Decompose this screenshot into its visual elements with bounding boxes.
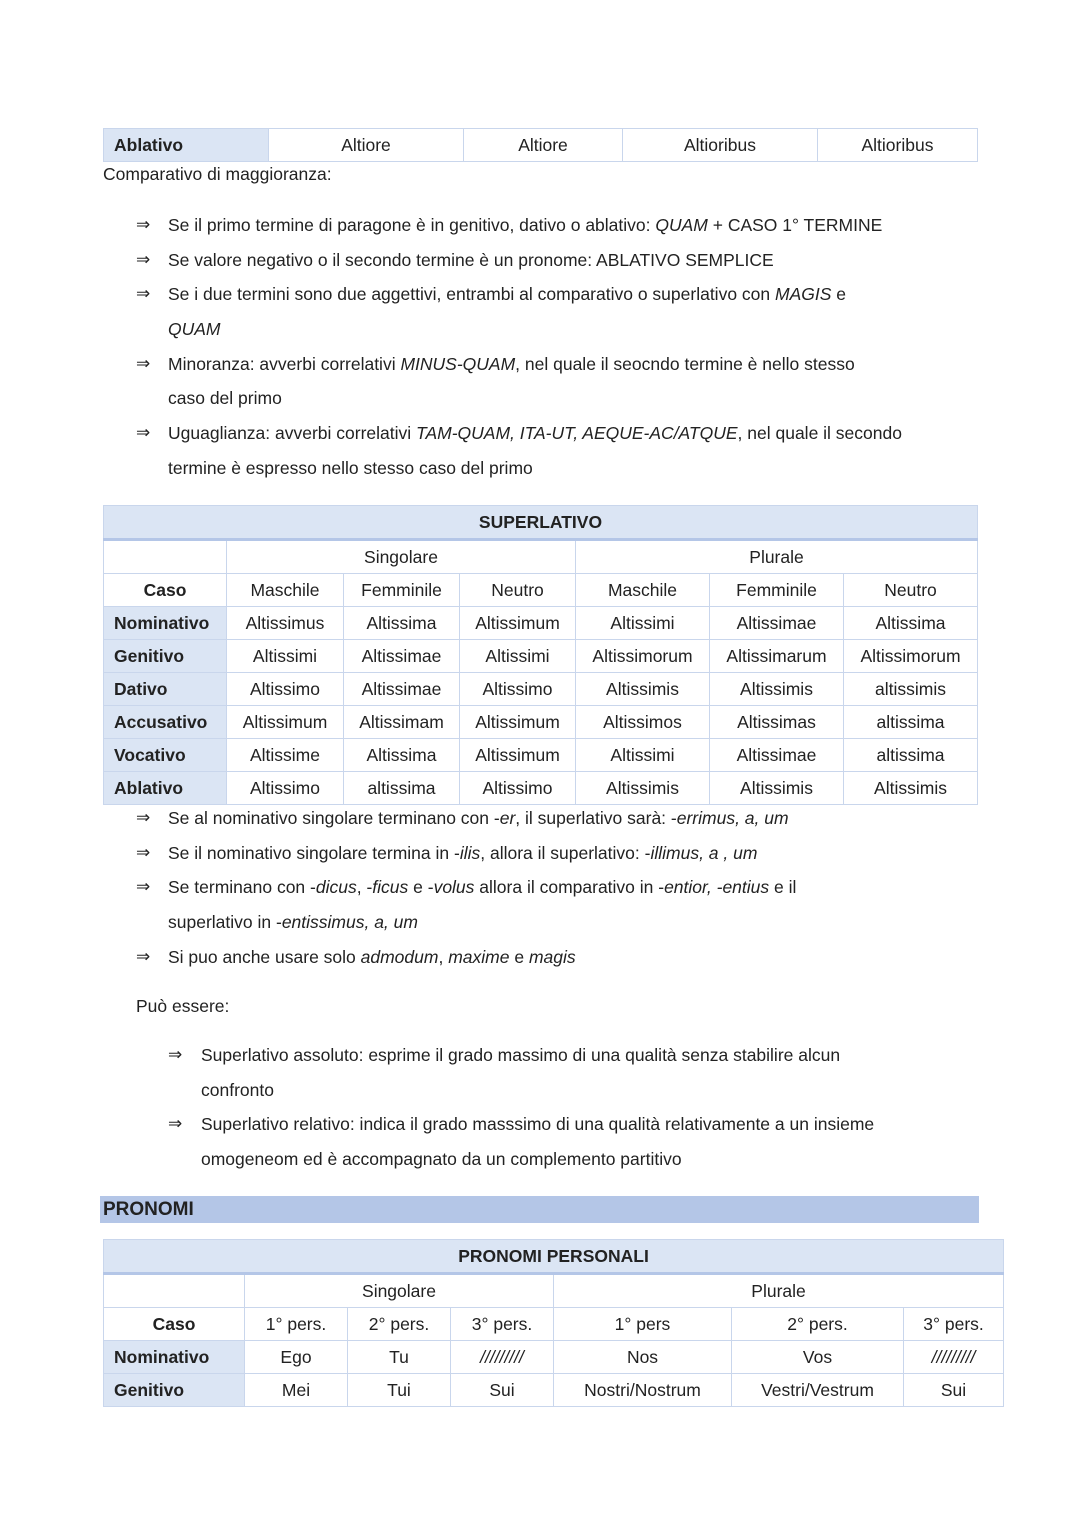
empty-cell: [104, 1274, 245, 1308]
table-cell: Vos: [732, 1341, 904, 1374]
table-cell: Ego: [245, 1341, 348, 1374]
text-segment: + CASO 1° TERMINE: [707, 215, 883, 235]
comparativo-title: Comparativo di maggioranza:: [103, 164, 332, 184]
column-header: Maschile: [227, 574, 344, 607]
table-cell: Tui: [348, 1374, 451, 1407]
text-segment: Se il nominativo singolare termina in -: [168, 842, 460, 863]
superlativo-table: [103, 505, 978, 805]
bullet-line: [136, 208, 996, 243]
bullet-text: [201, 1142, 682, 1177]
bullet-line: [136, 243, 996, 278]
table-cell: altissima: [844, 739, 978, 772]
table-cell: Altissimum: [227, 706, 344, 739]
text-segment: Se al nominativo singolare terminano con -: [168, 808, 500, 828]
text-segment: ,: [438, 946, 449, 967]
table-cell: Altissimi: [576, 739, 710, 772]
text-segment: confronto: [201, 1079, 274, 1100]
table-cell: Altissimis: [844, 772, 978, 805]
bullet-line: [136, 940, 996, 975]
italic-term: dicus: [315, 877, 357, 898]
column-header: Neutro: [460, 574, 576, 607]
text-segment: e: [831, 284, 847, 305]
table-row: [104, 739, 978, 772]
table-cell: Altissimus: [227, 607, 344, 640]
table-cell: altissima: [344, 772, 460, 805]
italic-term: QUAM: [168, 319, 221, 340]
table-cell: Altissimo: [227, 772, 344, 805]
bullet-line: [136, 347, 996, 382]
bullet-line: [136, 870, 996, 905]
column-header: 2° pers.: [732, 1308, 904, 1341]
bullet-line: [136, 836, 996, 871]
section-heading-pronomi: PRONOMI: [100, 1196, 979, 1223]
text-segment: , il superlativo sarà: -: [515, 808, 677, 828]
table-cell: Altioribus: [623, 129, 818, 162]
table-cell: Altissimam: [344, 706, 460, 739]
table-cell: Altissima: [344, 739, 460, 772]
table-title: PRONOMI PERSONALI: [104, 1240, 1004, 1274]
case-label: Ablativo: [104, 772, 227, 805]
case-label: Genitivo: [104, 1374, 245, 1407]
table-cell: Altissima: [344, 607, 460, 640]
superlativo-bullet-list: [136, 801, 996, 974]
table-row: [104, 706, 978, 739]
arrow-icon: ⇒: [136, 877, 151, 897]
text-segment: Se terminano con -: [168, 877, 316, 898]
table-cell: Altissime: [227, 739, 344, 772]
bullet-text: [168, 277, 846, 312]
text-segment: Minoranza: avverbi correlativi: [168, 353, 401, 374]
table-cell: Altiore: [269, 129, 464, 162]
arrow-icon: ⇒: [136, 353, 151, 373]
arrow-icon: ⇒: [136, 808, 151, 827]
italic-term: entissimus, a, um: [281, 912, 418, 933]
italic-term: admodum: [360, 946, 439, 967]
table-cell: /////////: [451, 1341, 554, 1374]
arrow-icon: ⇒: [136, 842, 151, 862]
bullet-text: [168, 243, 774, 278]
case-label: Accusativo: [104, 706, 227, 739]
column-header: Femminile: [710, 574, 844, 607]
table-cell: Altissimorum: [576, 640, 710, 673]
table-row: [104, 607, 978, 640]
text-segment: , nel quale il secondo: [737, 423, 902, 444]
bullet-line: [136, 451, 996, 486]
table-cell: Altissimo: [227, 673, 344, 706]
table-row: [104, 640, 978, 673]
text-segment: Superlativo assoluto: esprime il grado massimo di una qualità senza stabilire alcun: [201, 1045, 841, 1065]
column-header: Neutro: [844, 574, 978, 607]
table-row: [104, 1341, 1004, 1374]
column-header: Caso: [104, 1308, 245, 1341]
table-cell: Altissima: [844, 607, 978, 640]
text-segment: Se valore negativo o il secondo termine è un pronome: ABLATIVO SEMPLICE: [168, 249, 774, 270]
table-cell: Altissimi: [576, 607, 710, 640]
column-header-row: [104, 1308, 1004, 1341]
table-cell: Altissimo: [460, 673, 576, 706]
column-header: 1° pers: [554, 1308, 732, 1341]
bullet-text: [201, 1038, 840, 1073]
table-cell: Altioribus: [818, 129, 978, 162]
arrow-icon: ⇒: [136, 215, 151, 234]
table-cell: Altissimum: [460, 607, 576, 640]
table-cell: Altissimum: [460, 706, 576, 739]
text-segment: e il: [769, 877, 797, 898]
text-segment: , nel quale il seocndo termine è nello stesso: [515, 353, 855, 374]
arrow-icon: ⇒: [136, 946, 151, 966]
table-cell: Altissimorum: [844, 640, 978, 673]
case-label: Genitivo: [104, 640, 227, 673]
text-segment: caso del primo: [168, 388, 282, 409]
group-header-singolare: Singolare: [245, 1274, 554, 1308]
table-cell: Altissimis: [710, 772, 844, 805]
table-cell: Altissimas: [710, 706, 844, 739]
table-cell: Sui: [904, 1374, 1004, 1407]
italic-term: ilis: [459, 842, 481, 863]
bullet-text: [168, 416, 902, 451]
table-cell: altissima: [844, 706, 978, 739]
table-cell: Altissimum: [460, 739, 576, 772]
column-header: 3° pers.: [451, 1308, 554, 1341]
bullet-line: [168, 1038, 998, 1073]
text-segment: , allora il superlativo: -: [480, 842, 651, 863]
arrow-icon: ⇒: [136, 423, 151, 443]
table-cell: Altissimae: [710, 607, 844, 640]
comparativo-bullet-list: [136, 208, 996, 486]
text-segment: allora il comparativo in -: [474, 877, 665, 898]
bullet-line: [136, 416, 996, 451]
column-header: 2° pers.: [348, 1308, 451, 1341]
superlativo-types-list: [168, 1038, 998, 1177]
table-cell: Altissimae: [344, 640, 460, 673]
text-segment: Uguaglianza: avverbi correlativi: [168, 423, 417, 444]
column-header: Caso: [104, 574, 227, 607]
table-title: SUPERLATIVO: [104, 506, 978, 540]
column-header: Femminile: [344, 574, 460, 607]
pronomi-personali-table: [103, 1239, 1004, 1407]
italic-term: entior, -entius: [664, 877, 770, 898]
table-cell: Altissimi: [460, 640, 576, 673]
bullet-line: [136, 277, 996, 312]
case-label: Nominativo: [104, 1341, 245, 1374]
italic-term: MINUS-QUAM: [400, 353, 516, 374]
text-segment: e -: [408, 877, 434, 898]
table-cell: /////////: [904, 1341, 1004, 1374]
case-label: Ablativo: [104, 129, 269, 162]
table-row: [104, 673, 978, 706]
case-label: Vocativo: [104, 739, 227, 772]
italic-term: illimus, a , um: [650, 842, 758, 863]
bullet-text: [168, 870, 796, 905]
table-cell: Altissimae: [710, 739, 844, 772]
bullet-text: [168, 801, 789, 836]
bullet-text: [201, 1107, 874, 1142]
bullet-line: [136, 381, 996, 416]
table-row: [104, 1374, 1004, 1407]
table-cell: Vestri/Vestrum: [732, 1374, 904, 1407]
italic-term: er: [499, 808, 516, 828]
text-segment: termine è espresso nello stesso caso del primo: [168, 457, 533, 478]
text-segment: Si puo anche usare solo: [168, 946, 361, 967]
bullet-text: [168, 451, 533, 486]
comparativo-ablativo-table: [103, 128, 978, 162]
group-header-singolare: Singolare: [227, 540, 576, 574]
table-cell: Altissimae: [344, 673, 460, 706]
bullet-line: [168, 1142, 998, 1177]
case-label: Dativo: [104, 673, 227, 706]
bullet-line: [168, 1107, 998, 1142]
bullet-line: [168, 1073, 998, 1108]
table-cell: Altissimis: [576, 772, 710, 805]
column-header: 3° pers.: [904, 1308, 1004, 1341]
italic-term: TAM-QUAM, ITA-UT, AEQUE-AC/ATQUE: [416, 423, 738, 444]
italic-term: QUAM: [655, 215, 708, 235]
table-cell: Sui: [451, 1374, 554, 1407]
table-cell: Altissimis: [576, 673, 710, 706]
italic-term: MAGIS: [775, 284, 832, 305]
table-cell: Nos: [554, 1341, 732, 1374]
table-cell: Altissimos: [576, 706, 710, 739]
bullet-line: [136, 801, 996, 836]
text-segment: Se i due termini sono due aggettivi, entrambi al comparativo o superlativo con: [168, 284, 775, 305]
arrow-icon: ⇒: [168, 1114, 183, 1134]
bullet-line: [136, 905, 996, 940]
empty-cell: [104, 540, 227, 574]
italic-term: maxime: [448, 946, 510, 967]
table-row: [104, 772, 978, 805]
arrow-icon: ⇒: [136, 284, 151, 304]
table-cell: Altissimarum: [710, 640, 844, 673]
bullet-text: [168, 381, 282, 416]
text-segment: e: [509, 946, 529, 967]
italic-term: errimus, a, um: [676, 808, 789, 828]
italic-term: ficus: [372, 877, 409, 898]
italic-term: volus: [433, 877, 475, 898]
table-cell: Altissimi: [227, 640, 344, 673]
arrow-icon: ⇒: [136, 249, 151, 269]
table-cell: Altissimo: [460, 772, 576, 805]
group-header-plurale: Plurale: [554, 1274, 1004, 1308]
bullet-text: [168, 836, 757, 871]
table-cell: Nostri/Nostrum: [554, 1374, 732, 1407]
text-segment: Se il primo termine di paragone è in genitivo, dativo o ablativo:: [168, 215, 656, 235]
bullet-text: [168, 905, 418, 940]
table-cell: altissimis: [844, 673, 978, 706]
table-row: [104, 129, 978, 162]
case-label: Nominativo: [104, 607, 227, 640]
text-segment: omogeneom ed è accompagnato da un complemento partitivo: [201, 1149, 682, 1170]
bullet-text: [168, 347, 855, 382]
table-cell: Mei: [245, 1374, 348, 1407]
column-header-row: [104, 574, 978, 607]
bullet-text: [168, 312, 221, 347]
italic-term: magis: [528, 946, 576, 967]
puo-essere-label: Può essere:: [136, 996, 230, 1016]
bullet-text: [168, 940, 576, 975]
column-header: Maschile: [576, 574, 710, 607]
table-cell: Tu: [348, 1341, 451, 1374]
bullet-line: [136, 312, 996, 347]
table-cell: Altissimis: [710, 673, 844, 706]
column-header: 1° pers.: [245, 1308, 348, 1341]
bullet-text: [201, 1073, 274, 1108]
table-cell: Altiore: [464, 129, 623, 162]
text-segment: superlativo in -: [168, 912, 282, 933]
group-header-plurale: Plurale: [576, 540, 978, 574]
arrow-icon: ⇒: [168, 1045, 183, 1064]
text-segment: , -: [356, 877, 373, 898]
text-segment: Superlativo relativo: indica il grado masssimo di una qualità relativamente a un insieme: [201, 1114, 875, 1135]
bullet-text: [168, 208, 882, 243]
